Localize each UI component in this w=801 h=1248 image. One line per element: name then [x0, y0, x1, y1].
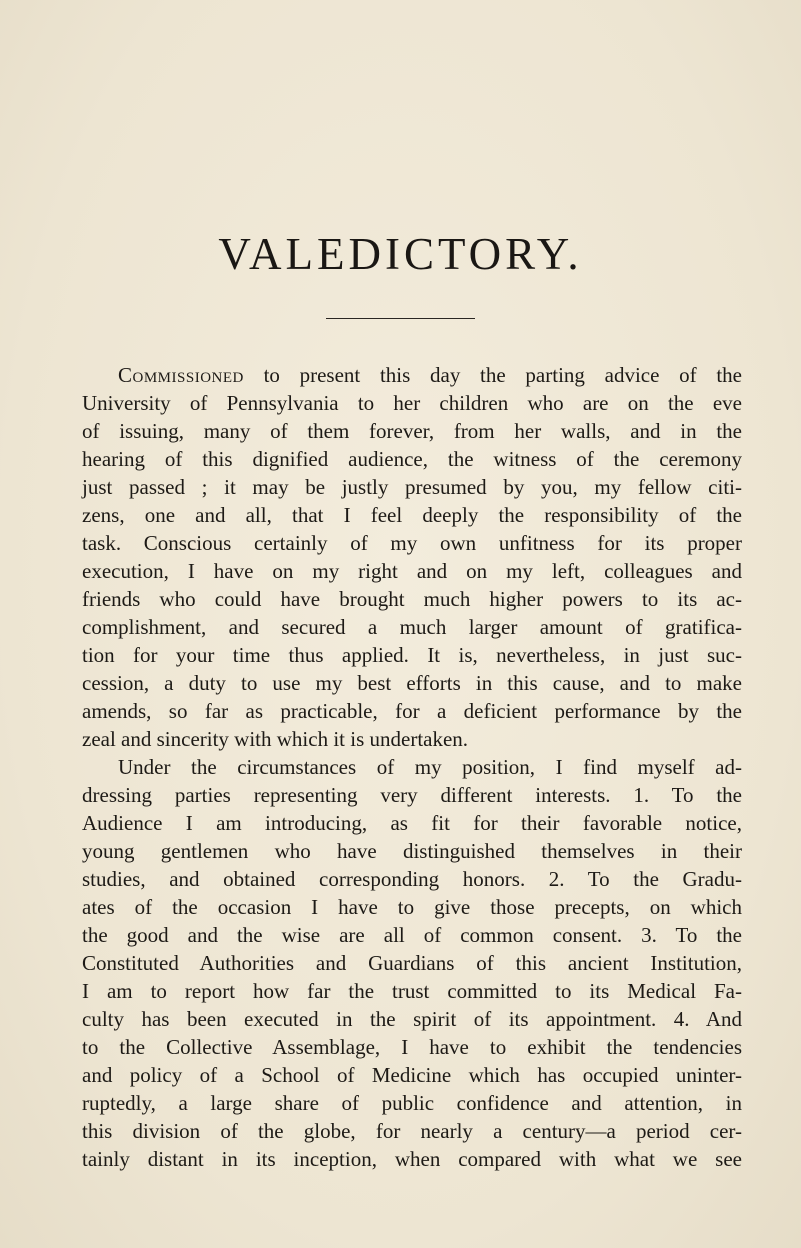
- text-line: zens, one and all, that I feel deeply the responsibility of the: [82, 503, 742, 527]
- text-line: cession, a duty to use my best efforts in this cause, and to make: [82, 671, 742, 695]
- text-line: Constituted Authorities and Guardians of this ancient Institution,: [82, 951, 742, 975]
- text-line: the good and the wise are all of common consent. 3. To the: [82, 923, 742, 947]
- text-line: execution, I have on my right and on my left, colleagues and: [82, 559, 742, 583]
- title-divider: [326, 318, 475, 319]
- text-line: to the Collective Assemblage, I have to exhibit the tendencies: [82, 1035, 742, 1059]
- text-line: Audience I am introducing, as fit for their favorable notice,: [82, 811, 742, 835]
- text-line: tainly distant in its inception, when compared with what we see: [82, 1147, 742, 1171]
- text-line: I am to report how far the trust committed to its Medical Fa-: [82, 979, 742, 1003]
- text-line: friends who could have brought much higher powers to its ac-: [82, 587, 742, 611]
- text-line: Under the circumstances of my position, I find myself ad-: [118, 755, 742, 779]
- text-line: task. Conscious certainly of my own unfitness for its proper: [82, 531, 742, 555]
- text-line: Commissioned to present this day the parting advice of the: [118, 363, 742, 387]
- text-line: of issuing, many of them forever, from her walls, and in the: [82, 419, 742, 443]
- text-line: culty has been executed in the spirit of its appointment. 4. And: [82, 1007, 742, 1031]
- text-line: dressing parties representing very different interests. 1. To the: [82, 783, 742, 807]
- text-line: amends, so far as practicable, for a deficient performance by the: [82, 699, 742, 723]
- page-title: VALEDICTORY.: [218, 229, 583, 279]
- text-line: zeal and sincerity with which it is undertaken.: [82, 727, 469, 751]
- text-line: hearing of this dignified audience, the witness of the ceremony: [82, 447, 742, 471]
- text-line: young gentlemen who have distinguished themselves in their: [82, 839, 742, 863]
- text-line: and policy of a School of Medicine which has occupied uninter-: [82, 1063, 742, 1087]
- text-line: University of Pennsylvania to her children who are on the eve: [82, 391, 742, 415]
- text-line: tion for your time thus applied. It is, nevertheless, in just suc-: [82, 643, 742, 667]
- text-line: ruptedly, a large share of public confidence and attention, in: [82, 1091, 742, 1115]
- text-line: just passed ; it may be justly presumed by you, my fellow citi-: [82, 475, 742, 499]
- text-line: ates of the occasion I have to give those precepts, on which: [82, 895, 742, 919]
- body-text: [82, 361, 742, 1173]
- text-line: studies, and obtained corresponding honors. 2. To the Gradu-: [82, 867, 742, 891]
- drop-lead-word: Commissioned: [118, 363, 244, 387]
- text-line: complishment, and secured a much larger amount of gratifica-: [82, 615, 742, 639]
- text-line: this division of the globe, for nearly a century—a period cer-: [82, 1119, 742, 1143]
